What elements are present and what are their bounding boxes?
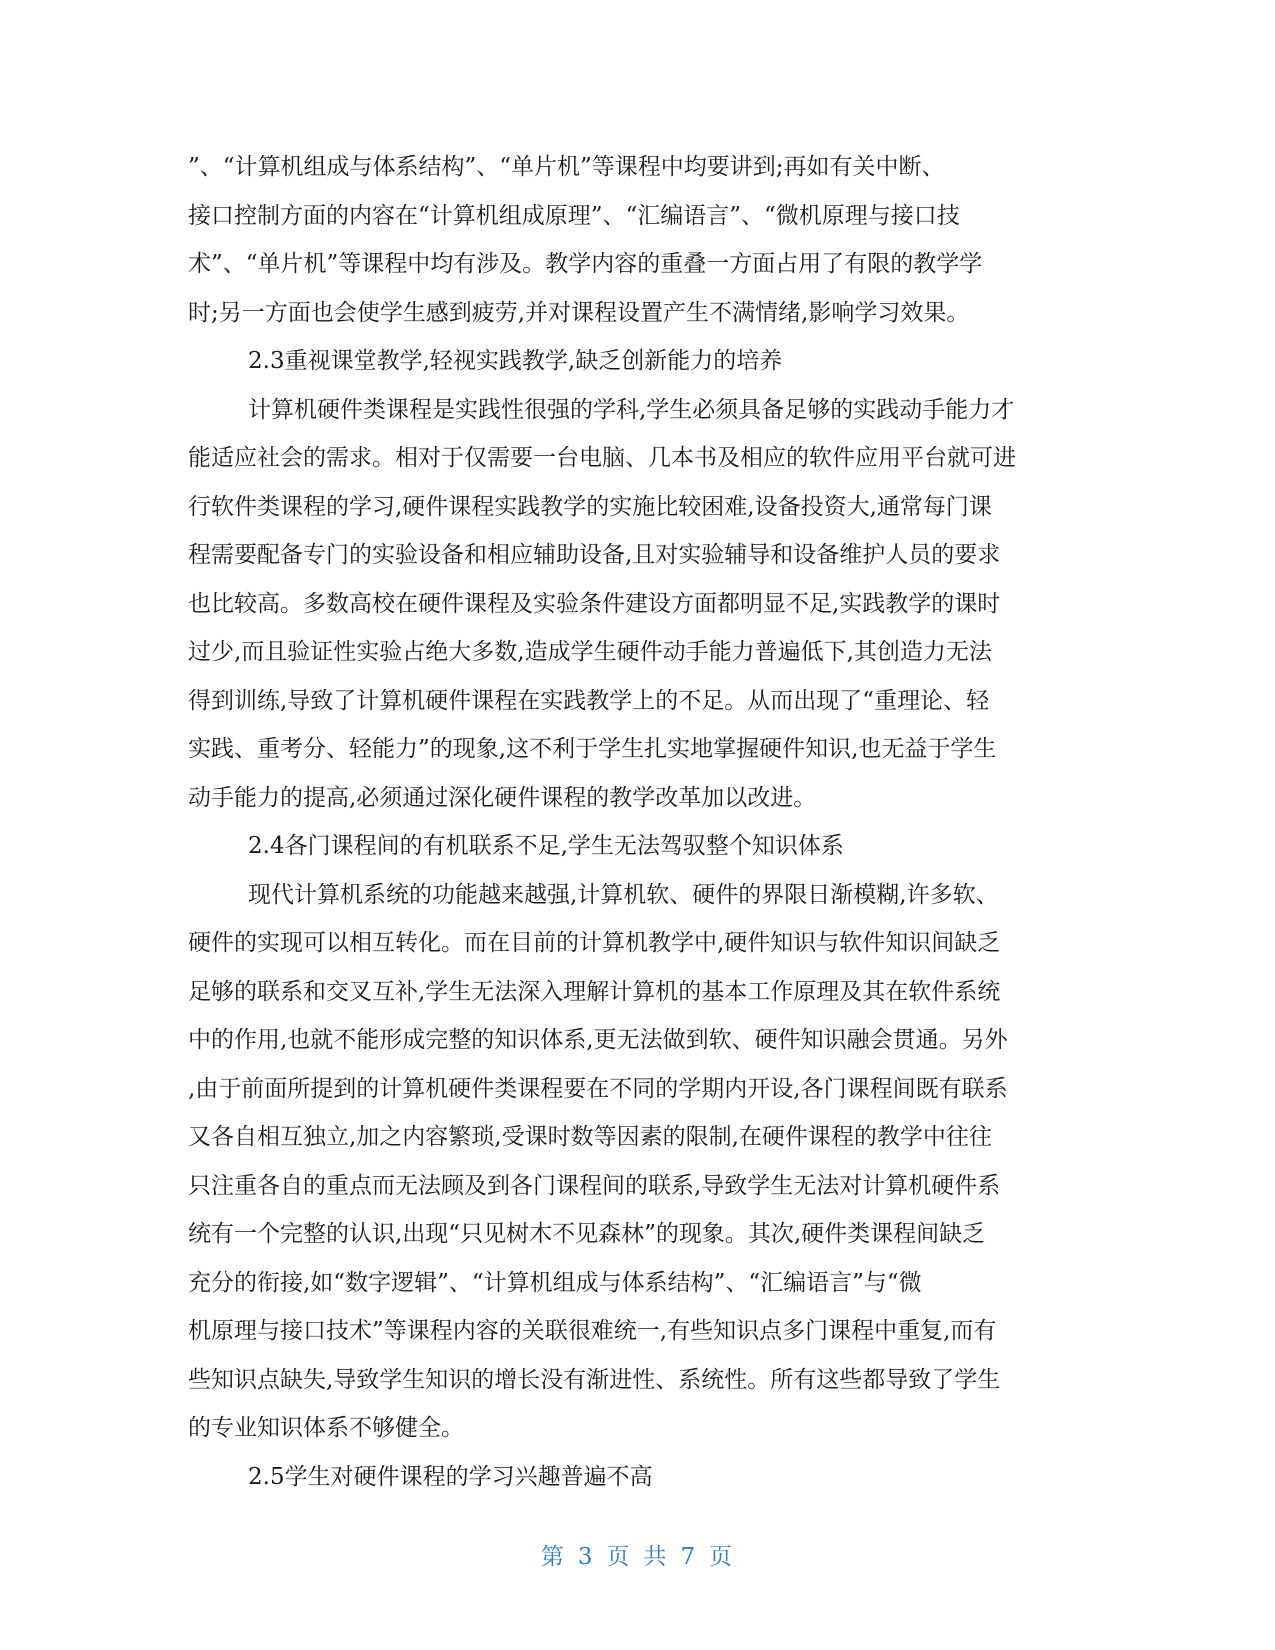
text-line: ,由于前面所提到的计算机硬件类课程要在不同的学期内开设,各门课程间既有联系 [188, 1075, 1008, 1102]
total-label: 共 [643, 1544, 669, 1570]
text-line: 过少,而且验证性实验占绝大多数,造成学生硬件动手能力普遍低下,其创造力无法 [188, 639, 992, 665]
page-footer [0, 1538, 1275, 1571]
text-line: 的专业知识体系不够健全。 [188, 1415, 464, 1441]
text-line: 些知识点缺失,导致学生知识的增长没有渐进性、系统性。所有这些都导致了学生 [188, 1366, 1001, 1393]
text-line: 也比较高。多数高校在硬件课程及实验条件建设方面都明显不足,实践教学的课时 [188, 590, 1001, 617]
text-line: 中的作用,也就不能形成完整的知识体系,更无法做到软、硬件知识融会贯通。另外 [188, 1027, 1008, 1053]
text-line: 充分的衔接,如“数字逻辑”、“计算机组成与体系结构”、“汇编语言”与“微 [188, 1269, 922, 1296]
page-label: 第 [540, 1544, 566, 1570]
text-line: 统有一个完整的认识,出现“只见树木不见森林”的现象。其次,硬件类课程间缺乏 [188, 1221, 986, 1247]
text-line: 足够的联系和交叉互补,学生无法深入理解计算机的基本工作原理及其在软件系统 [188, 978, 1001, 1005]
section-heading-2-4: 2.4各门课程间的有机联系不足,学生无法驾驭整个知识体系 [248, 833, 844, 859]
text-line: 只注重各自的重点而无法顾及到各门课程间的联系,导致学生无法对计算机硬件系 [188, 1172, 1001, 1199]
page-current: 3 [577, 1544, 595, 1570]
text-line: 术”、“单片机”等课程中均有涉及。教学内容的重叠一方面占用了有限的教学学 [188, 251, 983, 277]
text-line: 得到训练,导致了计算机硬件课程在实践教学上的不足。从而出现了“重理论、轻 [188, 687, 990, 714]
text-line: 机原理与接口技术”等课程内容的关联很难统一,有些知识点多门课程中重复,而有 [188, 1318, 997, 1344]
section-heading-2-3: 2.3重视课堂教学,轻视实践教学,缺乏创新能力的培养 [248, 348, 783, 374]
text-line: 能适应社会的需求。相对于仅需要一台电脑、几本书及相应的软件应用平台就可进 [188, 445, 1016, 471]
text-line: 实践、重考分、轻能力”的现象,这不利于学生扎实地掌握硬件知识,也无益于学生 [188, 736, 997, 762]
text-line: 现代计算机系统的功能越来越强,计算机软、硬件的界限日渐模糊,许多软、 [248, 881, 999, 908]
text-line: 程需要配备专门的实验设备和相应辅助设备,且对实验辅导和设备维护人员的要求 [188, 542, 1001, 568]
text-line: 硬件的实现可以相互转化。而在目前的计算机教学中,硬件知识与软件知识间缺乏 [188, 930, 1001, 956]
body-text [188, 143, 1088, 1501]
page-total: 7 [680, 1544, 698, 1570]
text-line: 动手能力的提高,必须通过深化硬件课程的教学改革加以改进。 [188, 784, 817, 811]
text-line: 时;另一方面也会使学生感到疲劳,并对课程设置产生不满情绪,影响学习效果。 [188, 299, 970, 326]
text-line: 接口控制方面的内容在“计算机组成原理”、“汇编语言”、“微机原理与接口技 [188, 202, 960, 229]
text-line: ”、“计算机组成与体系结构”、“单片机”等课程中均要讲到;再如有关中断、 [188, 154, 945, 180]
text-line: 行软件类课程的学习,硬件课程实践教学的实施比较困难,设备投资大,通常每门课 [188, 493, 992, 520]
total-unit: 页 [709, 1544, 735, 1570]
page-unit: 页 [606, 1544, 632, 1570]
text-line: 计算机硬件类课程是实践性很强的学科,学生必须具备足够的实践动手能力才 [248, 396, 1015, 423]
section-heading-2-5: 2.5学生对硬件课程的学习兴趣普遍不高 [248, 1463, 653, 1490]
text-line: 又各自相互独立,加之内容繁琐,受课时数等因素的限制,在硬件课程的教学中往往 [188, 1124, 992, 1150]
